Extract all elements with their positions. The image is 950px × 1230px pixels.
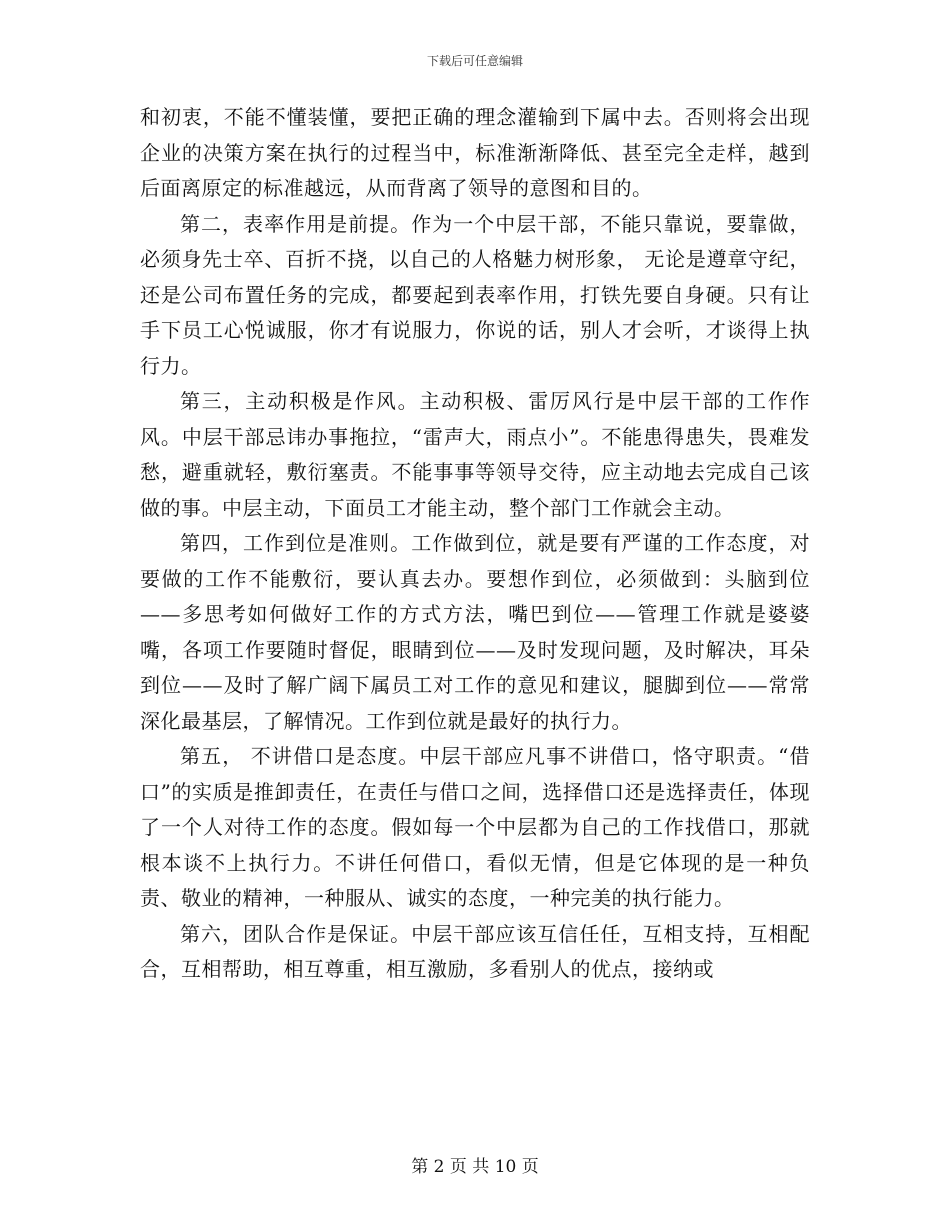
paragraph-second: 第二，表率作用是前提。作为一个中层干部，不能只靠说，要靠做，必须身先士卒、百折不挠，以自己的人格魅力树形象， 无论是遵章守纪，还是公司布置任务的完成，都要起到表率作用，打铁先要自身硬。只有让手下员工心悦诚服，你才有说服力，你说的话，别人才会听，才谈得上执行力。 (140, 211, 810, 378)
document-body (140, 100, 810, 988)
paragraph-fourth: 第四，工作到位是准则。工作做到位，就是要有严谨的工作态度，对要做的工作不能敷衍，要认真去办。要想作到位，必须做到：头脑到位——多思考如何做好工作的方式方法，嘴巴到位——管理工作就是婆婆嘴，各项工作要随时督促，眼睛到位——及时发现问题，及时解决，耳朵到位——及时了解广阔下属员工对工作的意见和建议，腿脚到位——常常深化最基层，了解情况。工作到位就是最好的执行力。 (140, 531, 810, 733)
paragraph-continued: 和初衷，不能不懂装懂，要把正确的理念灌输到下属中去。否则将会出现企业的决策方案在执行的过程当中，标准渐渐降低、甚至完全走样，越到后面离原定的标准越远，从而背离了领导的意图和目的。 (140, 105, 810, 200)
page-number: 第 2 页 共 10 页 (411, 1157, 539, 1177)
paragraph-third: 第三，主动积极是作风。主动积极、雷厉风行是中层干部的工作作风。中层干部忌讳办事拖拉，“雷声大，雨点小”。不能患得患失，畏难发愁，避重就轻，敷衍塞责。不能事事等领导交待，应主动地去完成自己该做的事。中层主动，下面员工才能主动，整个部门工作就会主动。 (140, 389, 810, 520)
paragraph-sixth: 第六，团队合作是保证。中层干部应该互信任任，互相支持，互相配合，互相帮助，相互尊重，相互激励，多看别人的优点，接纳或 (140, 921, 810, 981)
header-note: 下载后可任意编辑 (426, 54, 523, 68)
paragraph-fifth: 第五， 不讲借口是态度。中层干部应凡事不讲借口，恪守职责。“借口”的实质是推卸责任，在责任与借口之间，选择借口还是选择责任，体现了一个人对待工作的态度。假如每一个中层都为自己的工作找借口，那就根本谈不上执行力。不讲任何借口，看似无情，但是它体现的是一种负责、敬业的精神，一种服从、诚实的态度，一种完美的执行能力。 (140, 744, 810, 910)
